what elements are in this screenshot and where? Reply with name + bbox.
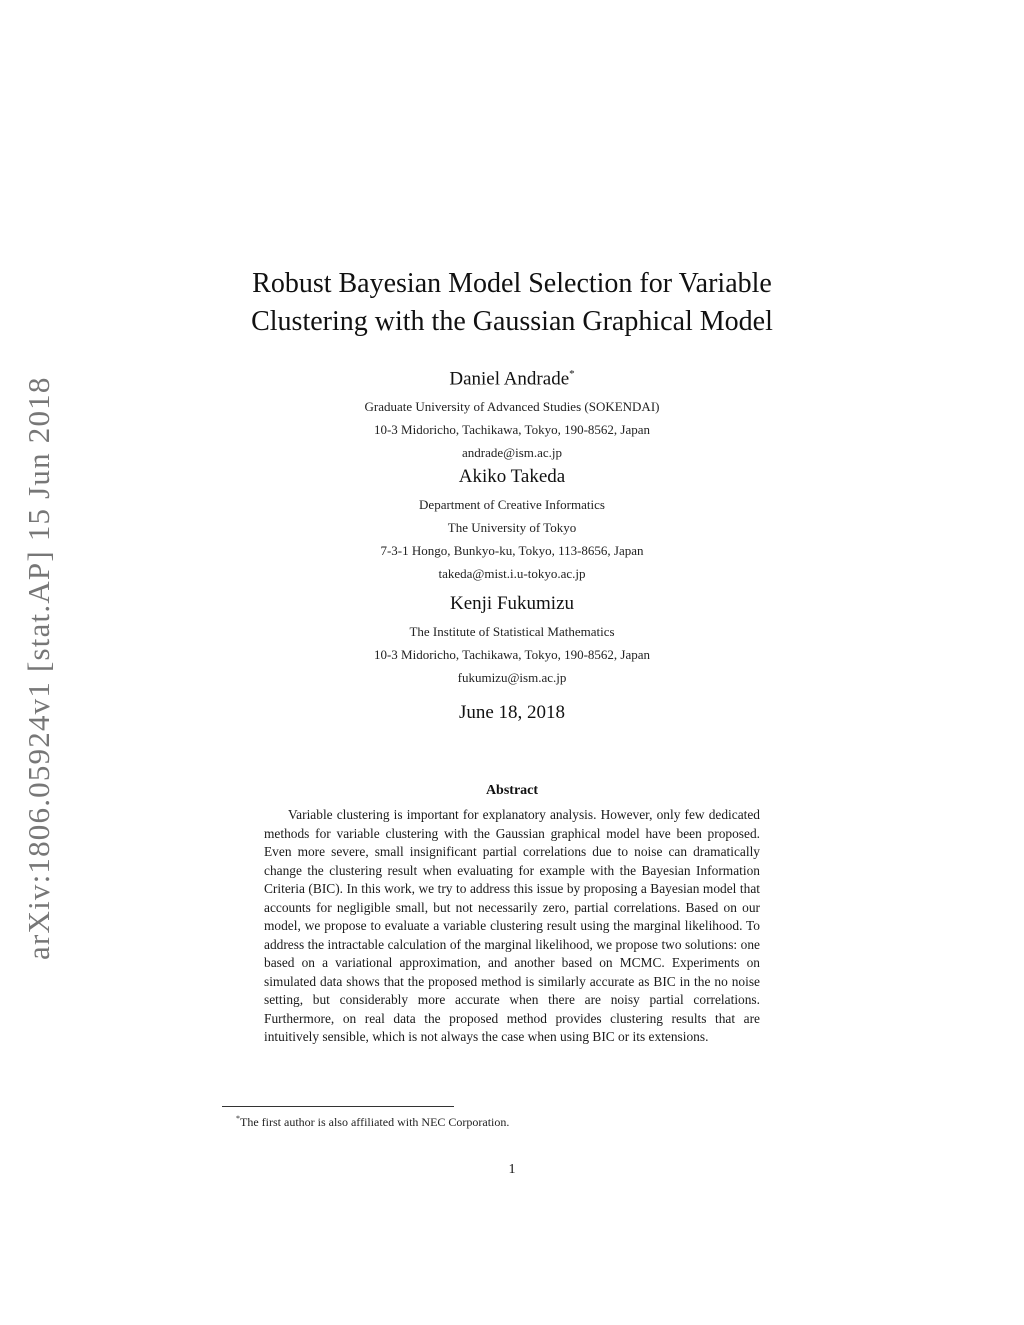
paper-title [180,265,844,341]
author-address: 10-3 Midoricho, Tachikawa, Tokyo, 190-8562, Japan [373,422,651,438]
author-email: fukumizu@ism.ac.jp [457,670,567,685]
author-name: Daniel Andrade* [449,368,575,390]
arxiv-identifier: arXiv:1806.05924v1 [stat.AP] 15 Jun 2018 [21,376,56,960]
author-affiliation: The Institute of Statistical Mathematics [409,624,615,639]
author-name: Akiko Takeda [458,466,566,487]
author-address: 10-3 Midoricho, Tachikawa, Tokyo, 190-8562, Japan [373,647,651,662]
abstract-heading: Abstract [485,783,539,798]
page-number: 1 [508,1162,516,1177]
title-line-1: Robust Bayesian Model Selection for Variable [252,268,772,299]
abstract-text: Variable clustering is important for explanatory analysis. However, only few dedicated methods for variable clustering with the Gaussian graphical model have been proposed. Even more severe, small insignificant partial correlations due to noise can dramatically change the clustering result when evaluating for example with the Bayesian Information Criteria (BIC). In this work, we try to address this issue by proposing a Bayesian model that accounts for negligible small, but not necessarily zero, partial correlations. Based on our model, we propose to evaluate a variable clustering result using the marginal likelihood. To address the intractable calculation of the marginal likelihood, we propose two solutions: one based on a variational approximation, and another based on MCMC. Experiments on simulated data shows that the proposed method is similarly accurate as BIC in the no noise setting, but considerably more accurate when there are noisy partial correlations. Furthermore, on real data the proposed method provides clustering results that are intuitively sensible, which is not always the case when using BIC or its extensions. [264,807,760,1044]
author-address: 7-3-1 Hongo, Bunkyo-ku, Tokyo, 113-8656, Japan [380,543,644,558]
footnote-divider [222,1106,454,1107]
footnote [236,1110,796,1131]
author-block-takeda [180,465,844,585]
author-block-fukumizu [180,592,844,689]
footnote-text: The first author is also affiliated with NEC Corporation. [240,1115,510,1129]
footnote-marker: * [236,1114,240,1123]
author-email: andrade@ism.ac.jp [461,445,563,461]
author-affiliation: The University of Tokyo [447,520,577,535]
author-block-andrade [180,362,844,464]
author-name: Kenji Fukumizu [449,593,575,614]
author-department: Department of Creative Informatics [419,497,605,512]
paper-date: June 18, 2018 [458,702,566,723]
author-email: takeda@mist.i.u-tokyo.ac.jp [438,566,586,581]
title-line-2: Clustering with the Gaussian Graphical Model [251,306,773,337]
author-affiliation: Graduate University of Advanced Studies (SOKENDAI) [364,399,660,415]
footnote-marker: * [569,368,575,380]
